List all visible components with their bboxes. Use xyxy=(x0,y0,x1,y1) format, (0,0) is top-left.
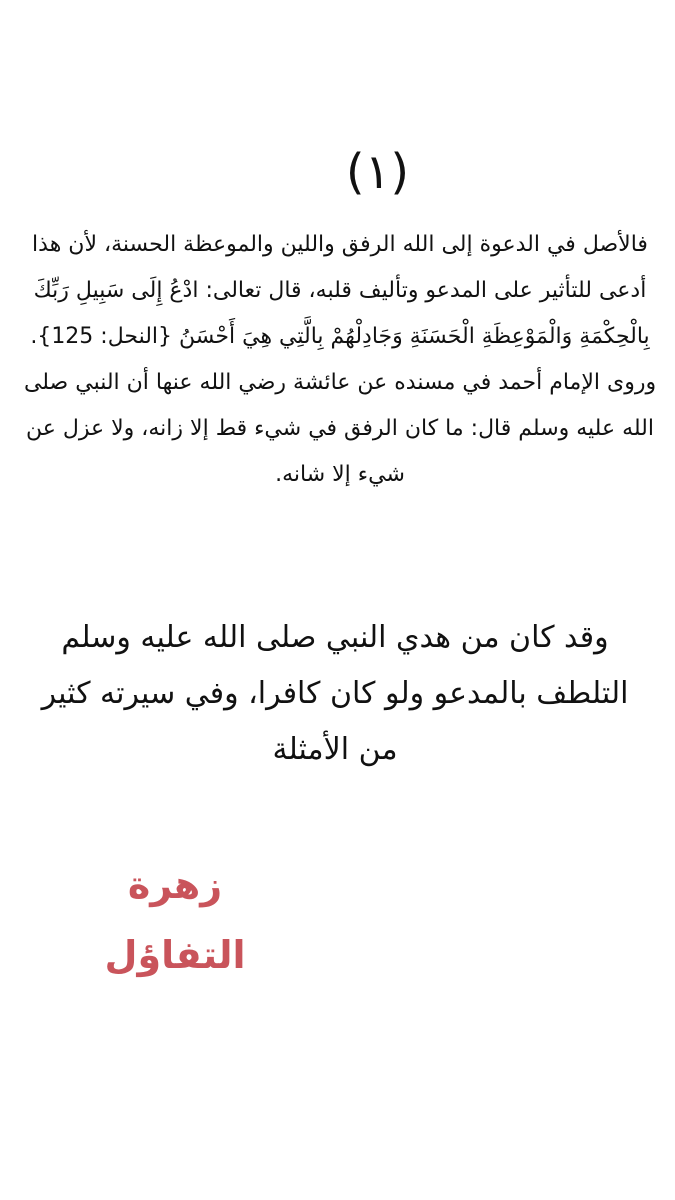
paragraph-dawah-gentleness: فالأصل في الدعوة إلى الله الرفق واللين والموعظة الحسنة، لأن هذا أدعى للتأثير على المدعو وتأليف قلبه، قال تعالى: ادْعُ إِلَى سَبِيلِ رَبِّكَ بِالْحِكْمَةِ وَالْمَوْعِظَةِ الْحَسَنَةِ وَجَادِلْهُمْ بِالَّتِي هِيَ أَحْسَنُ {النحل: 125}. وروى الإمام أحمد في مسنده عن عائشة رضي الله عنها أن النبي صلى الله عليه وسلم قال: ما كان الرفق في شيء قط إلا زانه، ولا عزل عن شيء إلا شانه. xyxy=(23,232,657,487)
paragraph-prophet-example: وقد كان من هدي النبي صلى الله عليه وسلم التلطف بالمدعو ولو كان كافرا، وفي سيرته كثير من الأمثلة xyxy=(41,620,629,767)
author-signature: زهرة التفاؤل xyxy=(104,863,246,977)
page-number: (١) xyxy=(345,144,410,200)
